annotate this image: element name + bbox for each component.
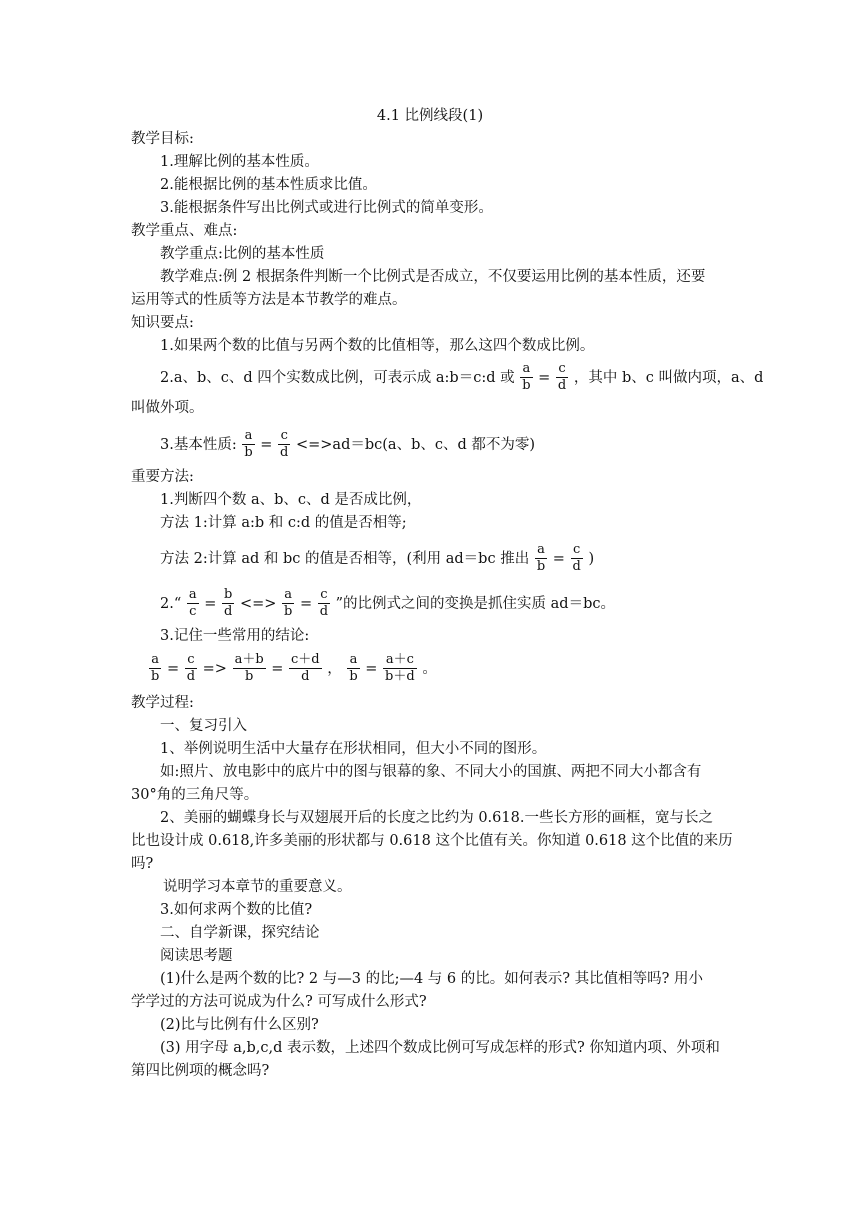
knowledge-item: 叫做外项。 — [131, 400, 204, 416]
question: 学学过的方法可说成为什么? 可写成什么形式? — [131, 994, 427, 1010]
paragraph: 说明学习本章节的重要意义。 — [163, 879, 352, 895]
equals-sign: = — [260, 436, 273, 453]
paragraph: 2、美丽的蝴蝶身长与双翅展开后的长度之比约为 0.618.一些长方形的画框，宽与长之 — [160, 810, 713, 826]
fraction: $\frac{a}{b}$ — [244, 428, 253, 460]
fraction: $\frac{c}{d}$ — [572, 542, 581, 574]
equals-sign: = — [538, 369, 551, 386]
knowledge-heading: 知识要点: — [131, 315, 194, 331]
method-item — [160, 542, 594, 575]
fraction: $\frac{a}{c}$ — [188, 587, 197, 619]
paragraph: 阅读思考题 — [160, 948, 233, 964]
fraction: $\frac{a}{b}$ — [151, 652, 160, 684]
paragraph: 30°角的三角尺等。 — [131, 787, 259, 803]
section-heading: 一、复习引入 — [160, 718, 247, 734]
paragraph: 如:照片、放电影中的底片中的图与银幕的象、不同大小的国旗、两把不同大小都含有 — [160, 764, 702, 780]
question: (3) 用字母 a,b,c,d 表示数，上述四个数成比例可写成怎样的形式? 你知道内项、外项和 — [160, 1040, 720, 1056]
method-item: 1.判断四个数 a、b、c、d 是否成比例， — [160, 492, 422, 508]
fraction: $\frac{c}{d}$ — [186, 652, 196, 684]
page-title: 4.1 比例线段(1) — [376, 108, 484, 124]
method-text: 方法 2:计算 ad 和 bc 的值是否相等，(利用 ad＝bc 推出 — [160, 550, 530, 567]
knowledge-item — [160, 428, 535, 461]
fraction: $\frac{c}{d}$ — [319, 587, 329, 619]
method-text: 2.“ — [160, 595, 182, 612]
equals-sign: = — [204, 595, 217, 612]
fraction: $\frac{a+b}{b}$ — [234, 652, 264, 684]
knowledge-text: 2.a、b、c、d 四个实数成比例，可表示成 a:b＝c:d 或 — [160, 369, 515, 386]
method-text: ”的比例式之间的变换是抓住实质 ad＝bc。 — [335, 595, 615, 612]
question: 第四比例项的概念吗? — [131, 1063, 270, 1079]
equivalence-sign: <=> — [239, 595, 277, 612]
knowledge-item: 1.如果两个数的比值与另两个数的比值相等，那么这四个数成比例。 — [160, 338, 595, 354]
paragraph: 比也设计成 0.618,许多美丽的形状都与 0.618 这个比值有关。你知道 0.618 这个比值的来历 — [131, 833, 733, 849]
process-heading: 教学过程: — [131, 695, 194, 711]
method-item: 方法 1:计算 a:b 和 c:d 的值是否相等; — [160, 515, 407, 531]
implies-sign: => — [202, 660, 227, 677]
method-item — [160, 587, 615, 620]
fraction: $\frac{c+d}{d}$ — [291, 652, 320, 684]
difficulty-text: 教学难点:例 2 根据条件判断一个比例式是否成立，不仅要运用比例的基本性质，还要 — [160, 269, 706, 285]
knowledge-item — [160, 361, 763, 394]
methods-heading: 重要方法: — [131, 469, 194, 485]
knowledge-text: <=>ad＝bc(a、b、c、d 都不为零) — [295, 436, 536, 453]
paragraph: 1、举例说明生活中大量存在形状相同，但大小不同的图形。 — [160, 741, 547, 757]
question: (2)比与比例有什么区别? — [160, 1017, 319, 1033]
goal-item: 2.能根据比例的基本性质求比值。 — [160, 177, 377, 193]
difficulty-text: 运用等式的性质等方法是本节教学的难点。 — [131, 292, 407, 308]
fraction: $\frac{c}{d}$ — [280, 428, 289, 460]
knowledge-text: ，其中 b、c 叫做内项，a、d — [573, 369, 764, 386]
method-item: 3.记住一些常用的结论: — [160, 628, 310, 644]
goal-item: 3.能根据条件写出比例式或进行比例式的简单变形。 — [160, 200, 493, 216]
fraction: $\frac{c}{d}$ — [557, 361, 567, 393]
fraction: $\frac{a+c}{b+d}$ — [385, 652, 415, 684]
key-point: 教学重点:比例的基本性质 — [160, 246, 325, 262]
equals-sign: = — [166, 660, 180, 677]
goal-item: 1.理解比例的基本性质。 — [160, 154, 319, 170]
paragraph: 吗? — [131, 856, 154, 872]
separator: ， — [327, 660, 342, 677]
conclusion-formula — [148, 652, 437, 685]
knowledge-text: 3.基本性质: — [160, 436, 237, 453]
fraction: $\frac{b}{d}$ — [224, 587, 233, 619]
fraction: $\frac{a}{b}$ — [536, 542, 546, 574]
paragraph: 3.如何求两个数的比值? — [160, 902, 313, 918]
equals-sign: = — [299, 595, 313, 612]
question: (1)什么是两个数的比? 2 与—3 的比;—4 与 6 的比。如何表示? 其比值相等吗? 用小 — [160, 971, 704, 987]
equals-sign: = — [271, 660, 284, 677]
goals-heading: 教学目标: — [131, 131, 194, 147]
equals-sign: = — [552, 550, 565, 567]
fraction: $\frac{a}{b}$ — [349, 652, 358, 684]
section-heading: 二、自学新课，探究结论 — [160, 925, 320, 941]
method-text: ) — [588, 550, 595, 567]
keypoints-heading: 教学重点、难点: — [131, 223, 238, 239]
fraction: $\frac{a}{b}$ — [284, 587, 293, 619]
equals-sign: = — [365, 660, 378, 677]
fraction: $\frac{a}{b}$ — [522, 361, 531, 393]
separator: 。 — [422, 660, 437, 677]
